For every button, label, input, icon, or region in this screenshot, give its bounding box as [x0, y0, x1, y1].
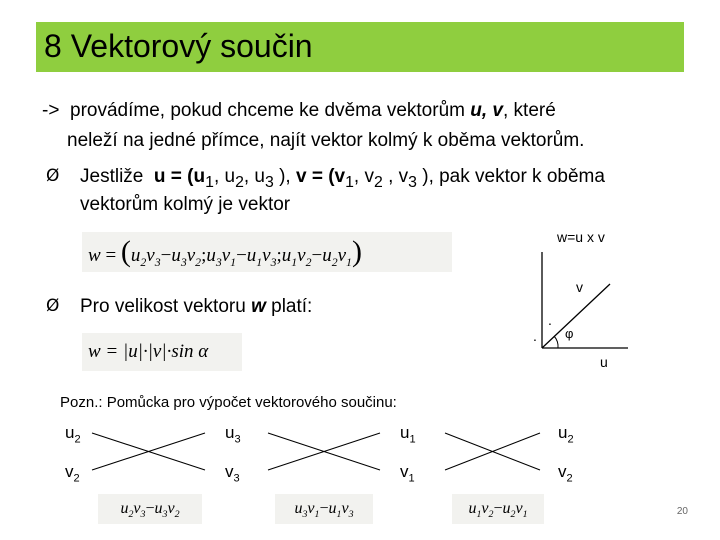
sub: 3 — [408, 173, 417, 191]
sub: 2 — [235, 173, 244, 191]
intro-arrow: -> — [42, 100, 60, 121]
bullet1-tail: , pak vektor k oběma — [428, 166, 605, 187]
bullet2-text-b: platí: — [271, 296, 313, 317]
intro-u: u, — [470, 100, 488, 121]
u-label: u — [600, 354, 608, 370]
top-label: $u_3$ — [225, 423, 241, 446]
result-formula-y: $u_3v_1-u_1v_3$ — [275, 494, 373, 524]
comma-u: , u — [243, 166, 265, 187]
v-label: v — [576, 279, 583, 295]
top-label: $u_2$ — [65, 423, 81, 446]
f-close: ) — [351, 235, 362, 268]
sub: 2 — [373, 173, 383, 191]
sub: 1 — [205, 173, 214, 191]
sub: 1 — [345, 173, 354, 191]
intro-line-2: neleží na jedné přímce, najít vektor kolmý k oběma vektorům. — [67, 130, 585, 151]
cross-product-formula: $w = (u_2v_3-u_3v_2;u_3v_1-u_1v_3;u_1v_2-u_2v_1)$ — [82, 232, 452, 272]
sub: 3 — [265, 173, 274, 191]
phi-label: φ — [565, 326, 574, 341]
page-number: 20 — [676, 506, 688, 517]
intro-text-b: , které — [503, 100, 556, 121]
bullet1-line-2: vektorům kolmý je vektor — [80, 194, 291, 215]
comma-u: , u — [213, 166, 236, 187]
result-formula-x: $u_2v_3-u_3v_2$ — [98, 494, 202, 524]
close-paren: ) — [422, 166, 429, 187]
intro-v: v — [492, 100, 503, 121]
bullet1-line-1: Jestliže $u = (u_1$, $u_2$, $u_3$ ), $v = (v_1$, $v_2$ , $v_3$ ), pak vektor k oběma — [80, 166, 605, 191]
f-eq: = — [105, 245, 117, 266]
close-paren: ) — [279, 166, 286, 187]
bullet2-w: w — [251, 296, 266, 317]
f-open: ( — [120, 235, 131, 268]
bottom-label: $v_2$ — [65, 462, 80, 485]
right-angle-dot: . — [548, 312, 552, 328]
bullet2-text-a: Pro velikost vektoru — [80, 296, 246, 317]
bullet1-lead: Jestliže — [80, 166, 144, 187]
result-formula-z: $u_1v_2-u_2v_1$ — [452, 494, 544, 524]
bottom-label: $v_2$ — [558, 462, 573, 485]
w-label: w=u x v — [557, 229, 605, 245]
bottom-label: $v_3$ — [225, 462, 240, 485]
top-label: $u_2$ — [558, 423, 574, 446]
bullet-icon: Ø — [46, 166, 60, 186]
v-def-start: v = (v — [295, 166, 346, 187]
mnemonic-note: Pozn.: Pomůcka pro výpočet vektorového součinu: — [60, 394, 397, 411]
top-label: $u_1$ — [400, 423, 416, 446]
u-def-start: u = (u — [153, 166, 206, 187]
bullet-icon: Ø — [46, 296, 60, 316]
intro-text-a: provádíme, pokud chceme ke dvěma vektorům — [70, 100, 465, 121]
magnitude-formula: w = |u|·|v|·sin α — [82, 333, 242, 371]
f-w: w — [88, 245, 101, 266]
bottom-label: $v_1$ — [400, 462, 415, 485]
slide-title: 8 Vektorový součin — [44, 28, 313, 64]
right-angle-dot: . — [533, 328, 537, 344]
